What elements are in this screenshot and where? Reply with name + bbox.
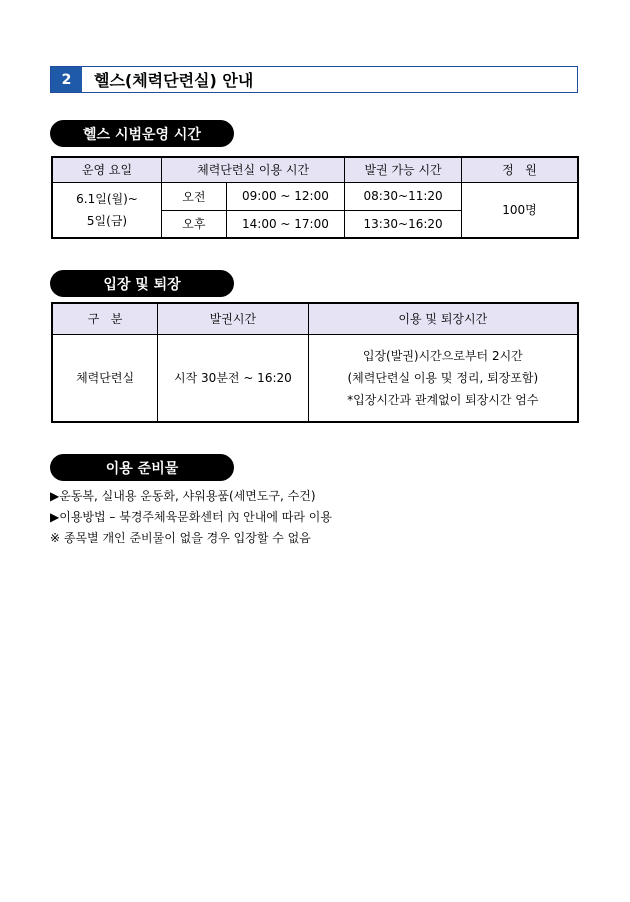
pilot-heading: 헬스 시범운영 시간 — [50, 120, 234, 147]
usage-time-cell — [308, 334, 578, 422]
period-afternoon: 오후 — [162, 210, 227, 238]
section-title-bar — [50, 66, 578, 93]
usage-line-3: *입장시간과 관계없이 퇴장시간 엄수 — [347, 392, 539, 407]
ticket-time-cell: 시작 30분전 ~ 16:20 — [158, 334, 308, 422]
prep-line-1: ▶운동복, 실내용 운동화, 샤워용품(세면도구, 수건) — [50, 489, 316, 503]
prep-notes — [50, 486, 332, 549]
period-morning: 오전 — [162, 182, 227, 210]
col-header-category: 구 분 — [52, 303, 158, 334]
usage-line-1: 입장(발권)시간으로부터 2시간 — [362, 348, 523, 363]
pilot-schedule-table — [51, 156, 579, 239]
col-header-ticket-time: 발권 가능 시간 — [345, 157, 462, 182]
ticket-time-morning: 08:30~11:20 — [345, 182, 462, 210]
usage-line-2: (체력단련실 이용 및 정리, 퇴장포함) — [347, 370, 539, 385]
prep-heading: 이용 준비물 — [50, 454, 234, 481]
operating-days — [52, 182, 162, 238]
col-header-capacity: 정 원 — [461, 157, 578, 182]
prep-line-3: ※ 종목별 개인 준비물이 없을 경우 입장할 수 없음 — [50, 531, 311, 545]
use-time-afternoon: 14:00 ~ 17:00 — [226, 210, 344, 238]
col-header-ticket-time: 발권시간 — [158, 303, 308, 334]
entry-heading: 입장 및 퇴장 — [50, 270, 234, 297]
capacity: 100명 — [461, 182, 578, 238]
use-time-morning: 09:00 ~ 12:00 — [226, 182, 344, 210]
section-number: 2 — [51, 67, 82, 92]
operating-days-line1: 6.1일(월)~ — [76, 191, 138, 206]
ticket-time-afternoon: 13:30~16:20 — [345, 210, 462, 238]
col-header-use-time: 체력단련실 이용 시간 — [162, 157, 345, 182]
col-header-days: 운영 요일 — [52, 157, 162, 182]
section-title: 헬스(체력단련실) 안내 — [94, 71, 254, 90]
col-header-usage-time: 이용 및 퇴장시간 — [308, 303, 578, 334]
operating-days-line2: 5일(금) — [86, 213, 128, 228]
prep-line-2: ▶이용방법 – 북경주체육문화센터 內 안내에 따라 이용 — [50, 510, 332, 524]
entry-exit-table — [51, 302, 579, 423]
category-cell: 체력단련실 — [52, 334, 158, 422]
